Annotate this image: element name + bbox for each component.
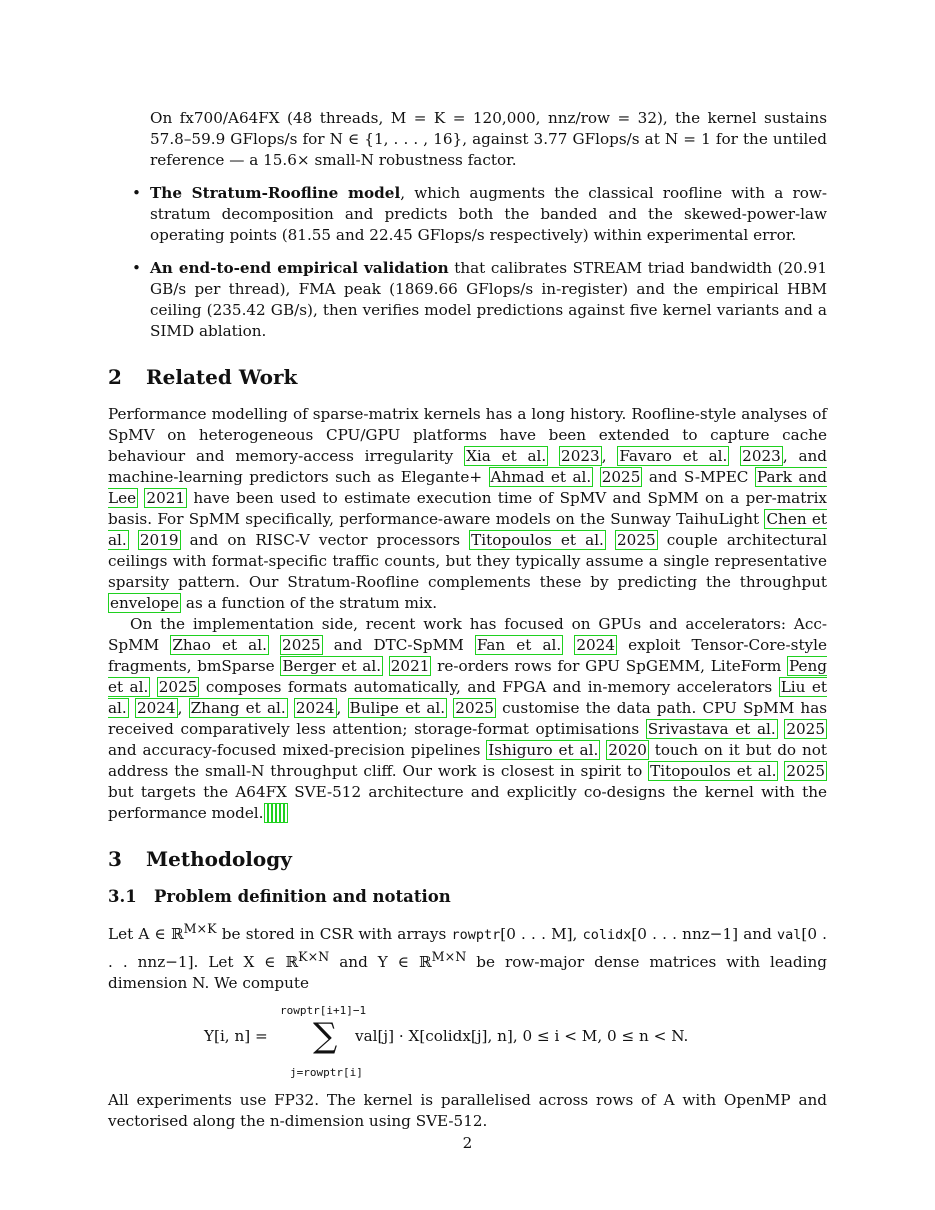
citation-link[interactable]: 2025 <box>617 531 656 549</box>
citation-link[interactable]: 2025 <box>158 678 198 696</box>
citation-link[interactable]: Xia et al. <box>466 447 547 465</box>
citation-link[interactable]: Favaro et al. <box>619 447 728 465</box>
sum-lower-limit: j=rowptr[i] <box>290 1066 363 1080</box>
citation-link[interactable]: Titopoulos et al. <box>650 762 777 780</box>
section-heading-related-work: 2 Related Work <box>108 365 298 389</box>
citation-link[interactable]: Berger et al. <box>282 657 382 675</box>
citation-link[interactable]: Chen et al. <box>108 510 827 549</box>
related-work-paragraph-1: Performance modelling of sparse-matrix kernels has a long history. Roofline-style analyses of SpMV on heterogeneous CPU/GPU platforms have been extended to capture cache behaviour and memory-access irregularity Xia et al. 2023 , Favaro et al. 2023 , and machine-learning predictors such as Elegante+ Ahmad et al. 2025 and S-MPEC Park and Lee 2021 have been used to estimate execution time of SpMV and SpMM on a per-matrix basis. For SpMM specifically, performance-aware models on the Sunway TaihuLight Chen et al. 2019 and on RISC-V vector processors Titopoulos et al. 2025 couple architectural ceilings with format-specific traffic counts, but they typically assume a single representative sparsity pattern. Our Stratum-Roofline complements these by predicting the throughput envelope as a function of the stratum mix. <box>108 405 828 612</box>
methodology-paragraph-1: Let A ∈ ℝ$^{M\times K}$ be stored in CSR with arrays rowptr[0 . . . M], colidx[0 . . . nnz−1] and val[0 . . . nnz−1]. Let X ∈ ℝ$^{K\times N}$ and Y ∈ ℝ$^{M\times N}$ be row-major dense matrices with leading dimension N. We compute <box>108 921 827 993</box>
citation-link[interactable]: 2024 <box>295 699 335 717</box>
bullet-icon: • <box>132 184 141 202</box>
citation-link[interactable]: 2025 <box>601 468 641 486</box>
citation-link[interactable]: 2025 <box>282 636 321 654</box>
spmm-equation <box>108 998 827 1082</box>
citation-link[interactable]: 2025 <box>786 720 825 738</box>
list-item <box>108 258 827 342</box>
citation-link[interactable]: Zhang et al. <box>190 699 286 717</box>
citation-link[interactable]: Ishiguro et al. <box>488 741 599 759</box>
citation-link[interactable]: Titopoulos et al. <box>471 531 604 549</box>
equation-lhs: Y[i, n] = <box>204 1027 268 1046</box>
section-heading-methodology: 3 Methodology <box>108 847 292 871</box>
citation-link[interactable]: envelope <box>110 594 180 612</box>
citation-link[interactable]: Peng et al. <box>108 657 828 696</box>
contributions-list <box>108 183 827 342</box>
page-number: 2 <box>462 1134 473 1152</box>
contribution-title: The Stratum-Roofline model <box>150 184 401 202</box>
contribution-title: An end-to-end empirical validation <box>150 259 449 277</box>
page-body <box>108 108 827 1132</box>
citation-link[interactable]: 2025 <box>786 762 825 780</box>
subsection-heading-problem-definition: 3.1 Problem definition and notation <box>108 887 451 906</box>
sum-upper-limit: rowptr[i+1]−1 <box>280 1004 367 1018</box>
citation-link[interactable] <box>276 803 280 823</box>
citation-link[interactable]: Srivastava et al. <box>647 720 776 738</box>
citation-link[interactable]: 2023 <box>561 447 600 465</box>
citation-link[interactable] <box>284 803 288 823</box>
contribution-text: that calibrates STREAM triad bandwidth (20.91 GB/s per thread), FMA peak (1869.66 GFlops/s in-register) and the empirical HBM ceiling (235.42 GB/s), then verifies model predictions against five kernel variants and a SIMD ablation. <box>150 259 827 340</box>
citation-link[interactable]: 2024 <box>136 699 176 717</box>
citation-link[interactable]: 2021 <box>390 657 430 675</box>
citation-link[interactable]: 2021 <box>146 489 186 507</box>
citation-link[interactable]: 2025 <box>455 699 494 717</box>
citation-link[interactable]: 2019 <box>139 531 179 549</box>
list-item <box>108 183 827 246</box>
equation-rhs: val[j] · X[colidx[j], n], 0 ≤ i < M, 0 ≤ n < N. <box>355 1027 689 1046</box>
citation-link[interactable]: Park and Lee <box>108 468 827 507</box>
citation-link[interactable]: Ahmad et al. <box>490 468 592 486</box>
contribution-text: , which augments the classical roofline with a row-stratum decomposition and predicts both the banded and the skewed-power-law operating points (81.55 and 22.45 GFlops/s respectively) within experimental error. <box>150 184 827 244</box>
citation-link[interactable] <box>268 803 272 823</box>
citation-link[interactable]: Zhao et al. <box>172 636 267 654</box>
bullet-icon: • <box>132 259 141 277</box>
citation-link[interactable]: Fan et al. <box>476 636 562 654</box>
citation-link[interactable] <box>272 803 276 823</box>
citation-link[interactable]: Bulipe et al. <box>349 699 446 717</box>
contribution-continuation: On fx700/A64FX (48 threads, M = K = 120,000, nnz/row = 32), the kernel sustains 57.8–59.9 GFlops/s for N ∈ {1, . . . , 16}, against 3.77 GFlops/s at N = 1 for the untiled reference — a 15.6× small-N robustness factor. <box>150 109 827 169</box>
methodology-paragraph-2: All experiments use FP32. The kernel is parallelised across rows of A with OpenMP and vectorised along the n-dimension using SVE-512. <box>108 1091 827 1131</box>
citation-link[interactable]: Liu et al. <box>108 678 827 717</box>
citation-link[interactable]: 2023 <box>742 447 781 465</box>
citation-link[interactable]: 2020 <box>608 741 647 759</box>
citation-link[interactable]: 2024 <box>576 636 616 654</box>
related-work-paragraph-2: On the implementation side, recent work has focused on GPUs and accelerators: Acc-SpMM Zhao et al. 2025 and DTC-SpMM Fan et al. 2024 exploit Tensor-Core-style fragments, bmSparse Berger et al. 2021 re-orders rows for GPU SpGEMM, LiteForm Peng et al. 2025 composes formats automatically, and FPGA and in-memory accelerators Liu et al. 2024 , Zhang et al. 2024 , Bulipe et al. 2025 customise the data path. CPU SpMM has received comparatively less attention; storage-format optimisations Srivastava et al. 2025 and accuracy-focused mixed-precision pipelines Ishiguro et al. 2020 touch on it but do not address the small-N throughput cliff. Our work is closest in spirit to Titopoulos et al. 2025 but targets the A64FX SVE-512 architecture and explicitly co-designs the kernel with the performance model. <box>108 615 828 822</box>
citation-link[interactable] <box>280 803 284 823</box>
summation-icon: ∑ <box>313 1016 338 1057</box>
citation-link[interactable] <box>264 803 268 823</box>
